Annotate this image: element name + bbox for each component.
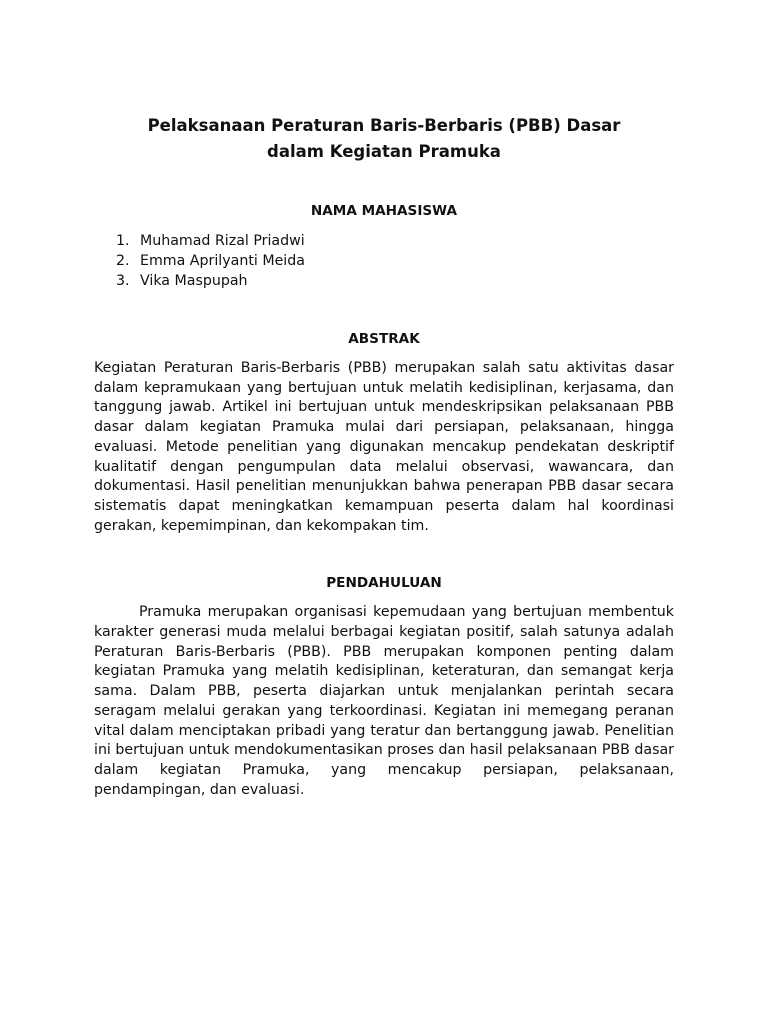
list-number: 3. xyxy=(116,273,130,289)
list-number: 2. xyxy=(116,253,130,269)
author-name: Vika Maspupah xyxy=(140,273,248,289)
author-name: Muhamad Rizal Priadwi xyxy=(140,233,305,249)
author-name: Emma Aprilyanti Meida xyxy=(140,253,305,269)
title-line-2: dalam Kegiatan Pramuka xyxy=(267,142,501,161)
introduction-heading: PENDAHULUAN xyxy=(326,575,442,592)
document-page xyxy=(94,113,674,800)
list-item xyxy=(116,271,674,291)
abstract-paragraph: Kegiatan Peraturan Baris-Berbaris (PBB) merupakan salah satu aktivitas dasar dalam kepramukaan yang bertujuan untuk melatih kedisiplinan, kerjasama, dan tanggung jawab. Artikel ini bertujuan untuk mendeskripsikan pelaksanaan PBB dasar dalam kegiatan Pramuka mulai dari persiapan, pelaksanaan, hingga evaluasi. Metode penelitian yang digunakan mencakup pendekatan deskriptif kualitatif dengan pengumpulan data melalui observasi, wawancara, dan dokumentasi. Hasil penelitian menunjukkan bahwa penerapan PBB dasar secara sistematis dapat meningkatkan kemampuan peserta dalam hal koordinasi gerakan, kepemimpinan, dan kekompakan tim. xyxy=(94,360,674,534)
abstract-heading: ABSTRAK xyxy=(348,331,420,347)
introduction-paragraph: Pramuka merupakan organisasi kepemudaan yang bertujuan membentuk karakter generasi muda melalui berbagai kegiatan positif, salah satunya adalah Peraturan Baris-Berbaris (PBB). PBB merupakan komponen penting dalam kegiatan Pramuka yang melatih kedisiplinan, keteraturan, dan semangat kerja sama. Dalam PBB, peserta diajarkan untuk menjalankan perintah secara seragam melalui gerakan yang terkoordinasi. Kegiatan ini memegang peranan vital dalam menciptakan pribadi yang teratur dan bertanggung jawab. Penelitian ini bertujuan untuk mendokumentasikan proses dan hasil pelaksanaan PBB dasar dalam kegiatan Pramuka, yang mencakup persiapan, pelaksanaan, pendampingan, dan evaluasi. xyxy=(94,604,674,798)
author-list xyxy=(94,231,674,291)
list-item xyxy=(116,251,674,271)
document-title xyxy=(94,113,674,165)
list-item xyxy=(116,231,674,251)
authors-heading: NAMA MAHASISWA xyxy=(310,203,458,219)
list-number: 1. xyxy=(116,233,130,249)
title-line-1: Pelaksanaan Peraturan Baris-Berbaris (PBB) Dasar xyxy=(147,116,621,135)
